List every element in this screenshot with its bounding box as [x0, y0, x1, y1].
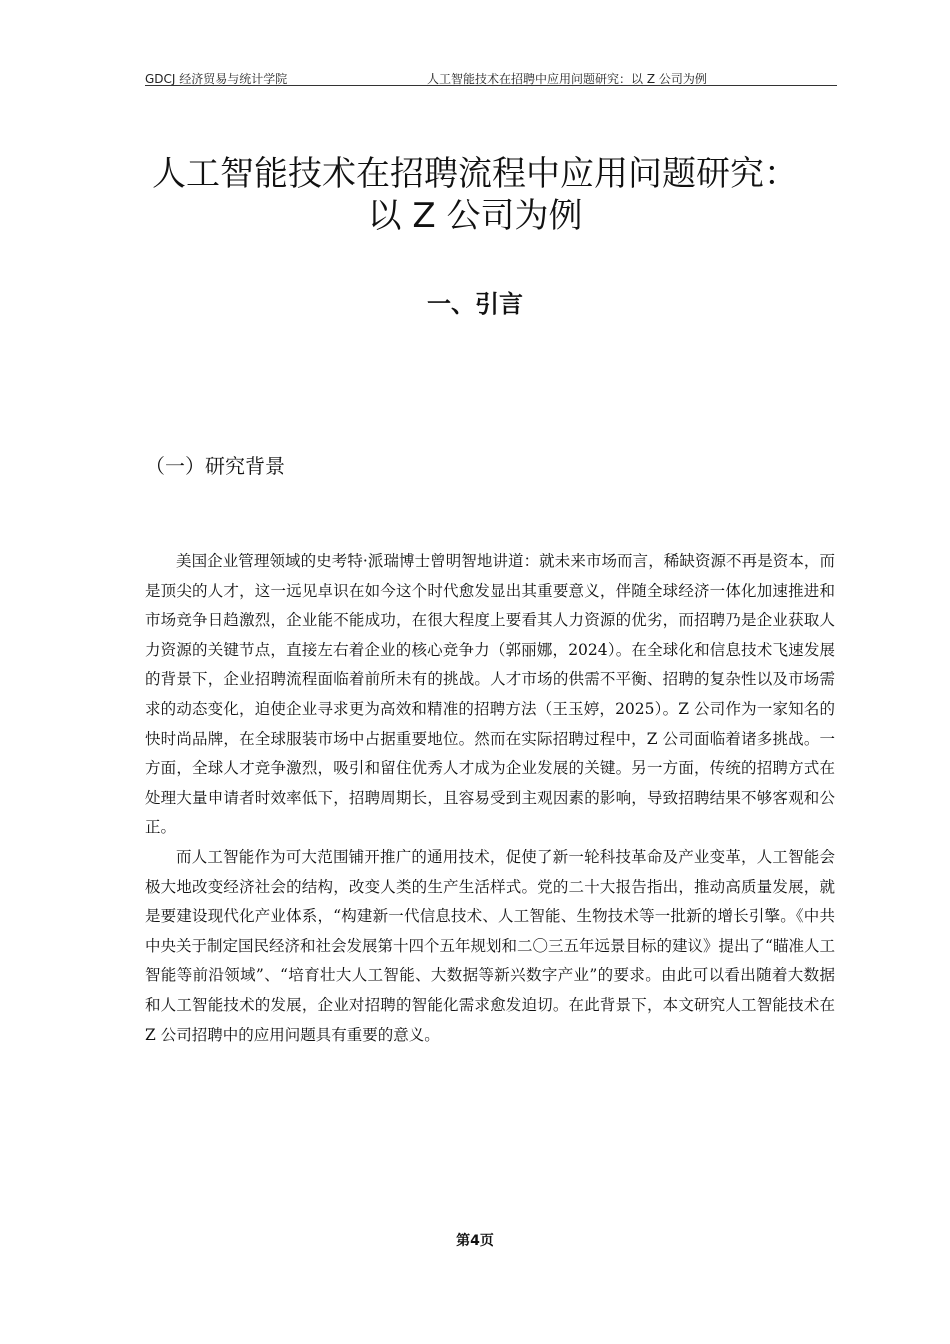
- header-institution: GDCJ 经济贸易与统计学院: [145, 72, 288, 86]
- paragraph: 而人工智能作为可大范围铺开推广的通用技术，促使了新一轮科技革命及产业变革，人工智能会极大地改变经济社会的结构，改变人类的生产生活样式。党的二十大报告指出，推动高质量发展，就是要建设现代化产业体系，“构建新一代信息技术、人工智能、生物技术等一批新的增长引擎。《中共中央关于制定国民经济和社会发展第十四个五年规划和二〇三五年远景目标的建议》提出了“瞄准人工智能等前沿领域”、“培育壮大人工智能、大数据等新兴数字产业”的要求。由此可以看出随着大数据和人工智能技术的发展，企业对招聘的智能化需求愈发迫切。在此背景下，本文研究人工智能技术在 Z 公司招聘中的应用问题具有重要的意义。: [145, 847, 835, 1044]
- title-line-1: 人工智能技术在招聘流程中应用问题研究：: [152, 154, 798, 194]
- page-number: 第4页: [456, 1233, 494, 1249]
- body-text: [145, 547, 835, 1050]
- title-line-2: 以 Z 公司为例: [367, 196, 583, 236]
- subsection-heading: （一）研究背景: [145, 454, 285, 478]
- header-paper-title: 人工智能技术在招聘中应用问题研究：以 Z 公司为例: [427, 72, 707, 86]
- section-heading: 一、引言: [427, 290, 523, 318]
- paragraph: 美国企业管理领域的史考特·派瑞博士曾明智地讲道：就未来市场而言，稀缺资源不再是资本，而是顶尖的人才，这一远见卓识在如今这个时代愈发显出其重要意义，伴随全球经济一体化加速推进和市场竞争日趋激烈，企业能不能成功，在很大程度上要看其人力资源的优劣，而招聘乃是企业获取人力资源的关键节点，直接左右着企业的核心竞争力（郭丽娜，2024）。在全球化和信息技术飞速发展的背景下，企业招聘流程面临着前所未有的挑战。人才市场的供需不平衡、招聘的复杂性以及市场需求的动态变化，迫使企业寻求更为高效和精准的招聘方法（王玉婷，2025）。Z 公司作为一家知名的快时尚品牌，在全球服装市场中占据重要地位。然而在实际招聘过程中，Z 公司面临着诸多挑战。一方面，全球人才竞争激烈，吸引和留住优秀人才成为企业发展的关键。另一方面，传统的招聘方式在处理大量申请者时效率低下，招聘周期长，且容易受到主观因素的影响，导致招聘结果不够客观和公正。: [145, 552, 835, 837]
- header-divider: [145, 85, 837, 86]
- document-title: [100, 153, 850, 237]
